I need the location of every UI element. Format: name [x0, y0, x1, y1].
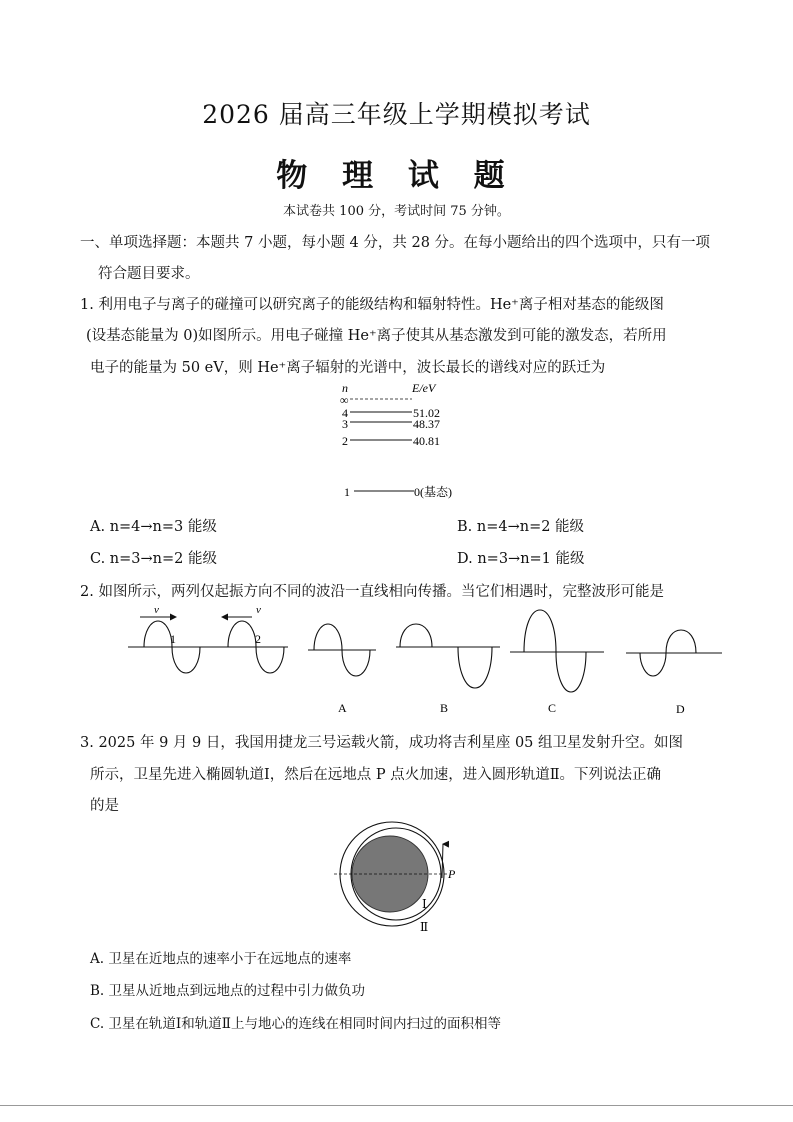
wave-2-label: 2 — [255, 632, 261, 646]
energy-axis-label: E/eV — [412, 381, 436, 395]
option-c-wave — [524, 610, 586, 692]
q1-option-d: D. n=3→n=1 能级 — [457, 551, 585, 567]
level-4-energy: 51.02 — [413, 406, 440, 420]
level-2-energy: 40.81 — [413, 434, 440, 448]
q1-option-a: A. n=4→n=3 能级 — [90, 519, 217, 535]
section-heading-line1: 一、单项选择题：本题共 7 小题，每小题 4 分，共 28 分。在每小题给出的四个选项中，只有一项 — [80, 235, 711, 251]
orbit-diagram — [330, 812, 470, 937]
subject-title: 物 理 试 题 — [276, 158, 517, 194]
q3-option-b: B. 卫星从近地点到远地点的过程中引力做负功 — [90, 983, 366, 999]
q3-stem-line1: 3. 2025 年 9 月 9 日，我国用捷龙三号运载火箭，成功将吉利星座 05 组卫星发射升空。如图 — [80, 735, 684, 751]
level-1-energy: 0(基态) — [414, 485, 452, 499]
level-4-n: 4 — [342, 406, 348, 420]
velocity-label-2: v — [256, 604, 261, 616]
option-b-trough — [458, 647, 492, 688]
velocity-label-1: v — [154, 604, 159, 616]
q1-option-c: C. n=3→n=2 能级 — [90, 551, 217, 567]
option-b-label: B — [440, 701, 449, 715]
infinity-label: ∞ — [340, 393, 349, 407]
option-a-label: A — [338, 701, 347, 715]
option-c-label: C — [548, 701, 557, 715]
velocity-arrow-p — [442, 844, 443, 878]
q1-option-b: B. n=4→n=2 能级 — [457, 519, 585, 535]
q3-option-a: A. 卫星在近地点的速率小于在远地点的速率 — [90, 951, 352, 967]
q1-stem-line2: (设基态能量为 0)如图所示。用电子碰撞 He⁺离子使其从基态激发到可能的激发态，若所用 — [86, 328, 667, 344]
wave-1-label: 1 — [170, 632, 176, 646]
level-3-n: 3 — [342, 417, 348, 431]
page-title: 2026 届高三年级上学期模拟考试 — [202, 100, 591, 129]
q3-option-c: C. 卫星在轨道Ⅰ和轨道Ⅱ上与地心的连线在相同时间内扫过的面积相等 — [90, 1016, 501, 1032]
level-1-n: 1 — [344, 485, 350, 499]
page-bottom-rule — [0, 1105, 793, 1106]
orbit-ii-label: Ⅱ — [420, 920, 429, 934]
q1-stem-line1: 1. 利用电子与离子的碰撞可以研究离子的能级结构和辐射特性。He⁺离子相对基态的能级图 — [80, 297, 664, 313]
option-b-crest — [400, 624, 432, 647]
wave-figure — [120, 600, 730, 720]
q1-stem-line3: 电子的能量为 50 eV，则 He⁺离子辐射的光谱中，波长最长的谱线对应的跃迁为 — [90, 360, 606, 376]
level-3-energy: 48.37 — [413, 417, 440, 431]
q3-stem-line3: 的是 — [90, 798, 119, 814]
energy-level-diagram — [330, 378, 490, 504]
level-2-n: 2 — [342, 434, 348, 448]
q2-stem-line1: 2. 如图所示，两列仅起振方向不同的波沿一直线相向传播。当它们相遇时，完整波形可能是 — [80, 584, 664, 600]
q3-stem-line2: 所示，卫星先进入椭圆轨道Ⅰ，然后在远地点 P 点火加速，进入圆形轨道Ⅱ。下列说法正确 — [90, 767, 662, 783]
n-axis-label: n — [342, 381, 348, 395]
exam-info: 本试卷共 100 分，考试时间 75 分钟。 — [283, 204, 510, 219]
section-heading-line2: 符合题目要求。 — [98, 266, 200, 282]
point-p-label: P — [448, 867, 456, 881]
option-d-label: D — [676, 702, 685, 716]
orbit-i-label: Ⅰ — [422, 897, 427, 911]
